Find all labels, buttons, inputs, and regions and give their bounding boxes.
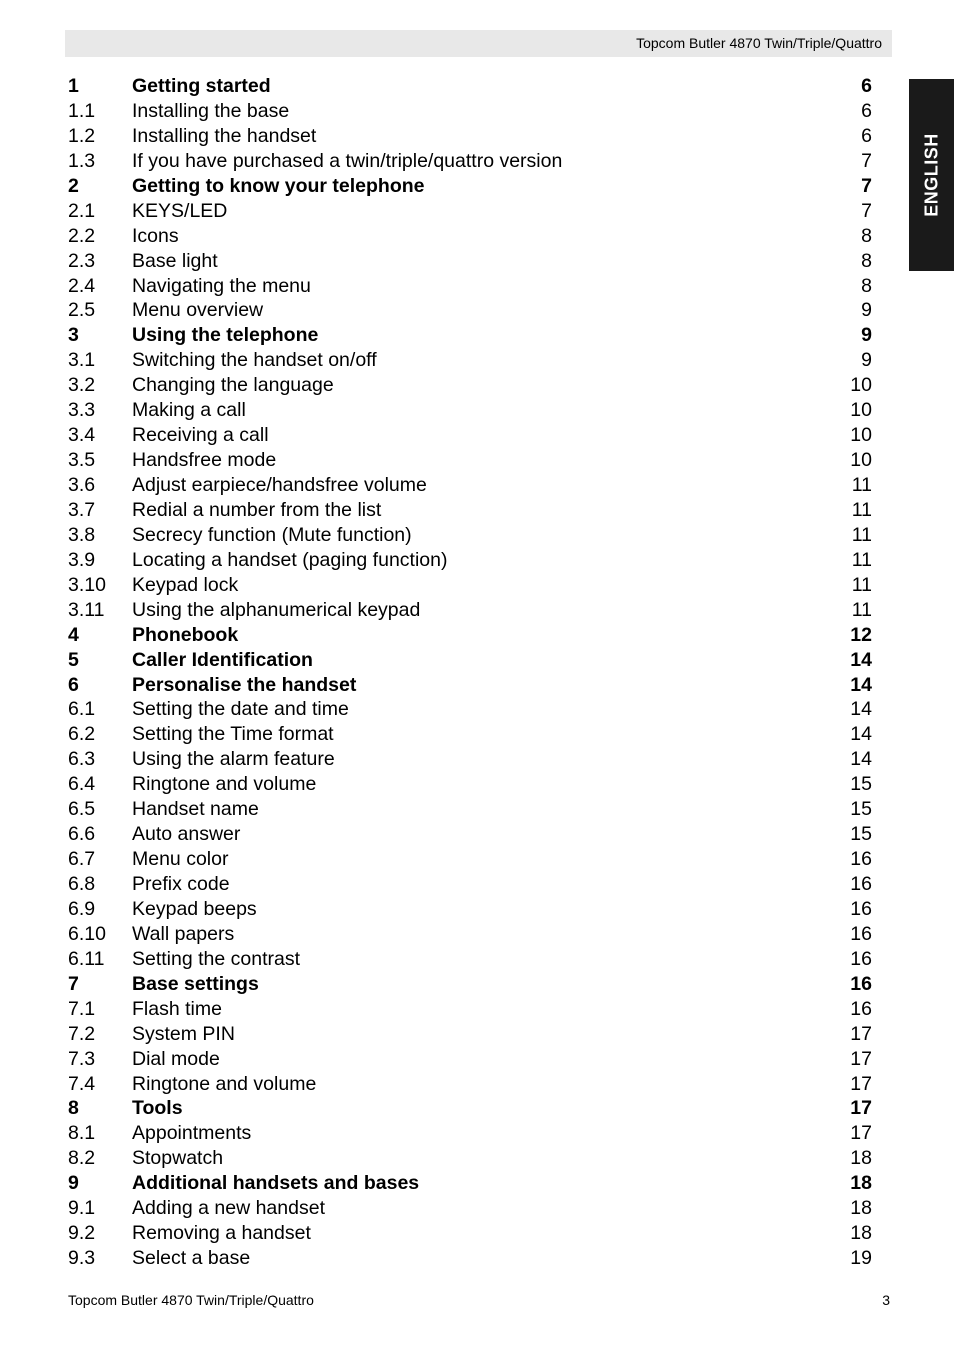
toc-number: 8 [68, 1097, 79, 1120]
toc-page-number: 18 [850, 1222, 872, 1245]
toc-title: KEYS/LED [132, 199, 228, 222]
table-of-contents [68, 74, 872, 1271]
toc-number: 3.10 [68, 573, 106, 596]
toc-number: 8.2 [68, 1147, 96, 1170]
toc-title: Locating a handset (paging function) [132, 548, 448, 571]
toc-section-row[interactable] [68, 274, 872, 299]
toc-title: Handsfree mode [132, 449, 277, 472]
toc-page-number: 7 [861, 149, 872, 172]
toc-page-number: 18 [850, 1147, 872, 1170]
toc-page-number: 11 [851, 498, 872, 521]
toc-title: Setting the date and time [132, 698, 349, 721]
toc-number: 6.9 [68, 897, 96, 920]
toc-title: Secrecy function (Mute function) [132, 523, 412, 546]
toc-title: Personalise the handset [132, 673, 357, 696]
toc-page-number: 8 [861, 274, 872, 297]
toc-section-row[interactable] [68, 224, 872, 249]
toc-title: Ringtone and volume [132, 773, 317, 796]
toc-title: Installing the handset [132, 124, 317, 147]
toc-section-row[interactable] [68, 947, 872, 972]
toc-chapter-row[interactable] [68, 648, 872, 673]
footer-title: Topcom Butler 4870 Twin/Triple/Quattro [68, 1292, 314, 1308]
toc-title: Icons [132, 224, 179, 247]
toc-title: Select a base [132, 1247, 251, 1270]
toc-title: Setting the contrast [132, 947, 301, 970]
toc-section-row[interactable] [68, 124, 872, 149]
toc-section-row[interactable] [68, 922, 872, 947]
toc-page-number: 9 [861, 324, 872, 347]
toc-title: Using the telephone [132, 324, 319, 347]
toc-page-number: 17 [850, 1122, 872, 1145]
toc-page-number: 17 [850, 1022, 872, 1045]
toc-page-number: 14 [850, 748, 872, 771]
toc-title: Keypad lock [132, 573, 239, 596]
toc-number: 2.3 [68, 249, 96, 272]
toc-page-number: 16 [850, 922, 872, 945]
toc-section-row[interactable] [68, 772, 872, 797]
toc-page-number: 14 [850, 723, 872, 746]
toc-number: 1.2 [68, 124, 96, 147]
toc-page-number: 17 [850, 1047, 872, 1070]
toc-section-row[interactable] [68, 423, 872, 448]
toc-title: Handset name [132, 798, 259, 821]
toc-title: Keypad beeps [132, 897, 257, 920]
toc-number: 1 [68, 75, 79, 97]
toc-section-row[interactable] [68, 523, 872, 548]
toc-number: 4 [68, 623, 79, 646]
toc-number: 2.1 [68, 199, 96, 222]
toc-number: 2.2 [68, 224, 96, 247]
toc-number: 3.1 [68, 349, 96, 372]
toc-page-number: 7 [861, 199, 872, 222]
toc-number: 7.2 [68, 1022, 96, 1045]
toc-page-number: 10 [850, 374, 872, 397]
toc-number: 2.5 [68, 299, 96, 322]
toc-chapter-row[interactable] [68, 1096, 872, 1121]
toc-section-row[interactable] [68, 573, 872, 598]
toc-page-number: 10 [850, 449, 872, 472]
toc-title: Tools [132, 1097, 183, 1120]
toc-section-row[interactable] [68, 473, 872, 498]
toc-number: 7.4 [68, 1072, 96, 1095]
toc-title: Flash time [132, 997, 222, 1020]
toc-section-row[interactable] [68, 149, 872, 174]
toc-title: Setting the Time format [132, 723, 334, 746]
toc-number: 9.1 [68, 1197, 96, 1220]
toc-number: 3.2 [68, 374, 96, 397]
toc-page-number: 10 [850, 399, 872, 422]
toc-page-number: 16 [850, 947, 872, 970]
toc-page-number: 12 [850, 623, 872, 646]
toc-number: 3.3 [68, 399, 96, 422]
toc-title: Menu overview [132, 299, 264, 322]
toc-section-row[interactable] [68, 897, 872, 922]
toc-title: Base settings [132, 972, 259, 995]
toc-chapter-row[interactable] [68, 623, 872, 648]
language-tab-label: ENGLISH [921, 133, 941, 217]
toc-section-row[interactable] [68, 872, 872, 897]
toc-title: Dial mode [132, 1047, 220, 1070]
toc-number: 6.3 [68, 748, 96, 771]
toc-number: 8.1 [68, 1122, 96, 1145]
language-tab [909, 79, 954, 271]
toc-title: Additional handsets and bases [132, 1172, 420, 1195]
toc-number: 9.3 [68, 1247, 96, 1270]
toc-page-number: 14 [850, 673, 872, 696]
toc-section-row[interactable] [68, 298, 872, 323]
page-number: 3 [882, 1292, 890, 1308]
toc-number: 3.11 [68, 598, 105, 621]
toc-page-number: 6 [861, 124, 872, 147]
toc-title: Changing the language [132, 374, 334, 397]
toc-page-number: 16 [850, 972, 872, 995]
toc-page-number: 15 [850, 798, 872, 821]
toc-section-row[interactable] [68, 1022, 872, 1047]
toc-page-number: 16 [850, 897, 872, 920]
toc-title: Receiving a call [132, 424, 269, 447]
toc-section-row[interactable] [68, 1072, 872, 1097]
toc-page-number: 6 [861, 99, 872, 122]
toc-number: 1.1 [68, 99, 96, 122]
toc-number: 7.1 [68, 997, 96, 1020]
toc-number: 3.7 [68, 498, 96, 521]
toc-title: Menu color [132, 848, 229, 871]
toc-page-number: 7 [861, 174, 872, 197]
toc-number: 6.4 [68, 773, 96, 796]
toc-number: 5 [68, 648, 79, 671]
toc-page-number: 17 [850, 1097, 872, 1120]
toc-number: 9.2 [68, 1222, 96, 1245]
toc-title: Phonebook [132, 623, 239, 646]
toc-page-number: 17 [850, 1072, 872, 1095]
toc-section-row[interactable] [68, 348, 872, 373]
toc-section-row[interactable] [68, 822, 872, 847]
toc-title: Appointments [132, 1122, 252, 1145]
toc-title: Wall papers [132, 922, 235, 945]
toc-page-number: 15 [850, 823, 872, 846]
toc-title: Installing the base [132, 99, 290, 122]
toc-number: 6.5 [68, 798, 96, 821]
toc-section-row[interactable] [68, 1196, 872, 1221]
toc-section-row[interactable] [68, 548, 872, 573]
toc-title: Adjust earpiece/handsfree volume [132, 474, 427, 496]
toc-section-row[interactable] [68, 997, 872, 1022]
toc-title: Ringtone and volume [132, 1072, 317, 1095]
toc-section-row[interactable] [68, 1246, 872, 1271]
toc-page-number: 11 [851, 548, 872, 571]
toc-chapter-row[interactable] [68, 323, 872, 348]
toc-number: 1.3 [68, 149, 96, 172]
toc-number: 3.8 [68, 523, 96, 546]
toc-section-row[interactable] [68, 697, 872, 722]
toc-title: Auto answer [132, 823, 241, 846]
toc-title: Using the alphanumerical keypad [132, 598, 421, 621]
toc-number: 6.6 [68, 823, 96, 846]
toc-page-number: 10 [850, 424, 872, 447]
toc-title: Stopwatch [132, 1147, 224, 1170]
toc-number: 6.7 [68, 848, 96, 871]
toc-number: 6.1 [68, 698, 96, 721]
toc-section-row[interactable] [68, 1221, 872, 1246]
toc-section-row[interactable] [68, 498, 872, 523]
toc-title: Base light [132, 249, 218, 272]
toc-section-row[interactable] [68, 99, 872, 124]
toc-section-row[interactable] [68, 797, 872, 822]
toc-title: Navigating the menu [132, 274, 311, 297]
toc-page-number: 6 [861, 75, 872, 97]
toc-title: Getting started [132, 75, 271, 97]
toc-number: 7.3 [68, 1047, 96, 1070]
toc-section-row[interactable] [68, 398, 872, 423]
toc-section-row[interactable] [68, 373, 872, 398]
toc-section-row[interactable] [68, 722, 872, 747]
toc-page-number: 8 [861, 224, 872, 247]
toc-page-number: 18 [850, 1172, 872, 1195]
running-header [65, 30, 892, 57]
toc-chapter-row[interactable] [68, 174, 872, 199]
toc-title: If you have purchased a twin/triple/quattro version [132, 149, 563, 172]
toc-page-number: 19 [850, 1247, 872, 1270]
toc-title: Switching the handset on/off [132, 349, 377, 372]
toc-page-number: 9 [861, 299, 872, 322]
toc-number: 6.2 [68, 723, 96, 746]
toc-page-number: 11 [851, 474, 872, 496]
toc-number: 3 [68, 324, 79, 347]
toc-section-row[interactable] [68, 1146, 872, 1171]
toc-title: Using the alarm feature [132, 748, 335, 771]
toc-number: 3.4 [68, 424, 96, 447]
toc-page-number: 16 [850, 997, 872, 1020]
toc-title: Caller Identification [132, 648, 313, 671]
toc-section-row[interactable] [68, 747, 872, 772]
toc-section-row[interactable] [68, 1047, 872, 1072]
toc-chapter-row[interactable] [68, 1171, 872, 1196]
toc-section-row[interactable] [68, 249, 872, 274]
toc-page-number: 16 [850, 848, 872, 871]
toc-number: 6 [68, 673, 79, 696]
toc-number: 6.8 [68, 873, 96, 895]
toc-page-number: 16 [850, 873, 872, 895]
toc-number: 9 [68, 1172, 79, 1195]
toc-number: 3.9 [68, 548, 96, 571]
toc-title: Getting to know your telephone [132, 174, 425, 197]
toc-chapter-row[interactable] [68, 74, 872, 99]
toc-number: 6.11 [68, 947, 105, 970]
toc-page-number: 11 [851, 523, 872, 546]
toc-number: 3.6 [68, 474, 96, 496]
toc-page-number: 8 [861, 249, 872, 272]
toc-number: 3.5 [68, 449, 96, 472]
toc-title: System PIN [132, 1022, 235, 1045]
toc-title: Removing a handset [132, 1222, 311, 1245]
toc-section-row[interactable] [68, 199, 872, 224]
toc-page-number: 14 [850, 698, 872, 721]
toc-page-number: 11 [851, 598, 872, 621]
toc-page-number: 14 [850, 648, 872, 671]
toc-section-row[interactable] [68, 598, 872, 623]
toc-title: Adding a new handset [132, 1197, 325, 1220]
toc-number: 2 [68, 174, 79, 197]
toc-title: Prefix code [132, 873, 230, 895]
toc-number: 7 [68, 972, 79, 995]
toc-page-number: 15 [850, 773, 872, 796]
toc-page-number: 11 [851, 573, 872, 596]
toc-section-row[interactable] [68, 1121, 872, 1146]
toc-section-row[interactable] [68, 448, 872, 473]
header-title: Topcom Butler 4870 Twin/Triple/Quattro [636, 35, 882, 51]
toc-chapter-row[interactable] [68, 673, 872, 698]
toc-number: 6.10 [68, 922, 106, 945]
toc-section-row[interactable] [68, 847, 872, 872]
toc-chapter-row[interactable] [68, 972, 872, 997]
toc-page-number: 18 [850, 1197, 872, 1220]
toc-number: 2.4 [68, 274, 96, 297]
toc-title: Redial a number from the list [132, 498, 382, 521]
toc-title: Making a call [132, 399, 246, 422]
toc-page-number: 9 [861, 349, 872, 372]
